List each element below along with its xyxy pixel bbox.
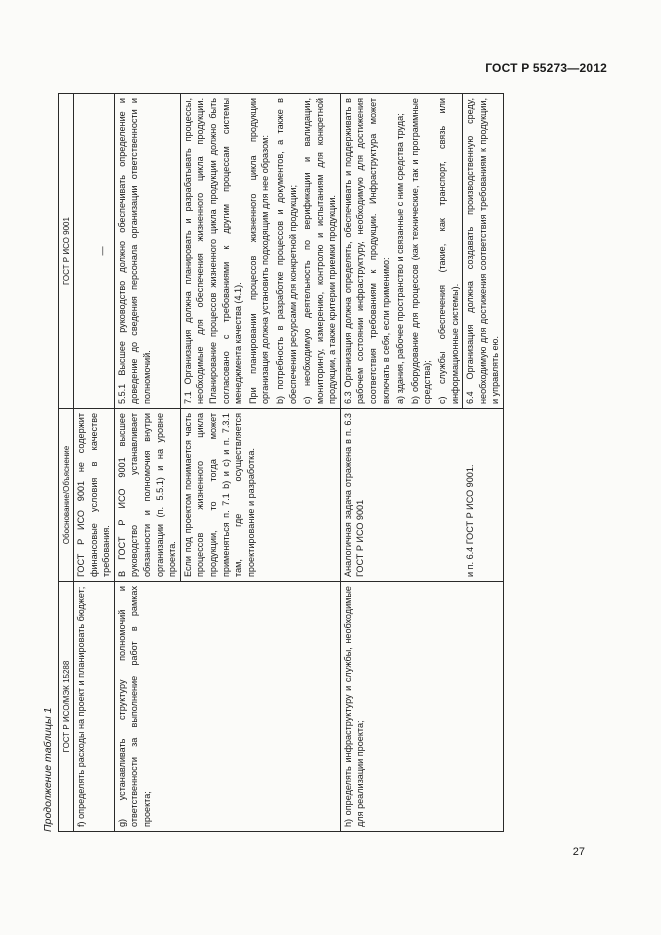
table-cell: g) устанавливать структуру полномочий и ответственности за выполнение работ в рамках проекта; — [114, 582, 340, 832]
table-cell: и п. 6.4 ГОСТ Р ИСО 9001. — [463, 409, 504, 582]
table-cell: Если под проектом понимается часть процессов жизненного цикла продукции, то тогда может применяться п. 7.1 b) и с) и п. 7.3.1 там, где осуществляется проектирование и разработка. — [180, 409, 340, 582]
rotated-table-block — [42, 90, 532, 840]
table-cell: 5.5.1 Высшее руководство должно обеспечивать определение и доведение до сведения персонала организации ответственности и полномочий. — [114, 94, 180, 409]
table-cell: f) определять расходы на проект и планировать бюджет; — [74, 582, 115, 832]
table-cell: h) определять инфраструктуру и службы, необходимые для реализации проекта; — [340, 582, 503, 832]
table-row — [74, 94, 115, 832]
table-cell: 7.1 Организация должна планировать и разрабатывать процессы, необходимые для обеспечения жизненного цикла продукции. Планирование процессов жизненного цикла продукции должно быть согласовано с требованиями к другим процессам системы менеджмента качества (4.1). При планировании процессов жизненного цикла продукции организация должна установить подходящим для нее образом: b) потребность в разработке процессов и документов, а также в обеспечении ресурсами для конкретной продукции; c) необходимую деятельность по верификации и валидации, мониторингу, измерению, контролю и испытаниям для конкретной продукции, а также критерии приемки продукции. — [180, 94, 340, 409]
column-header: ГОСТ Р ИСО/МЭК 15288 — [59, 582, 74, 832]
column-header: ГОСТ Р ИСО 9001 — [59, 94, 74, 409]
page-number: 27 — [572, 846, 585, 858]
column-header: Обоснование/Объяснение — [59, 409, 74, 582]
table-cell: 6.4 Организация должна создавать производственную среду, необходимую для достижения соответствия требованиям к продукции, и управлять ею. — [463, 94, 504, 409]
comparison-table — [58, 93, 504, 832]
table-cell: Аналогичная задача отражена в п. 6.3 ГОСТ Р ИСО 9001 — [340, 409, 462, 582]
table-cell: ГОСТ Р ИСО 9001 не содержит финансовые условия в качестве требования. — [74, 409, 115, 582]
table-continuation-caption: Продолжение таблицы 1 — [42, 707, 54, 832]
table-header-row — [59, 94, 74, 832]
table-cell: В ГОСТ Р ИСО 9001 высшее руководство устанавливает обязанности и полномочия внутри организации (п. 5.5.1) и на уровне проекта. — [114, 409, 180, 582]
table-cell: — — [74, 94, 115, 409]
table-row — [340, 94, 462, 832]
document-code: ГОСТ Р 55273—2012 — [485, 61, 607, 75]
table-row — [114, 94, 180, 832]
table-cell: 6.3 Организация должна определять, обеспечивать и поддерживать в рабочем состоянии инфраструктуру, необходимую для достижения соответствия требованиям к продукции. Инфраструктура может включать в себя, если применимо: a) здания, рабочее пространство и связанные с ним средства труда; b) оборудование для процессов (как технические, так и программные средства); c) службы обеспечения (такие, как транспорт, связь или информационные системы). — [340, 94, 462, 409]
